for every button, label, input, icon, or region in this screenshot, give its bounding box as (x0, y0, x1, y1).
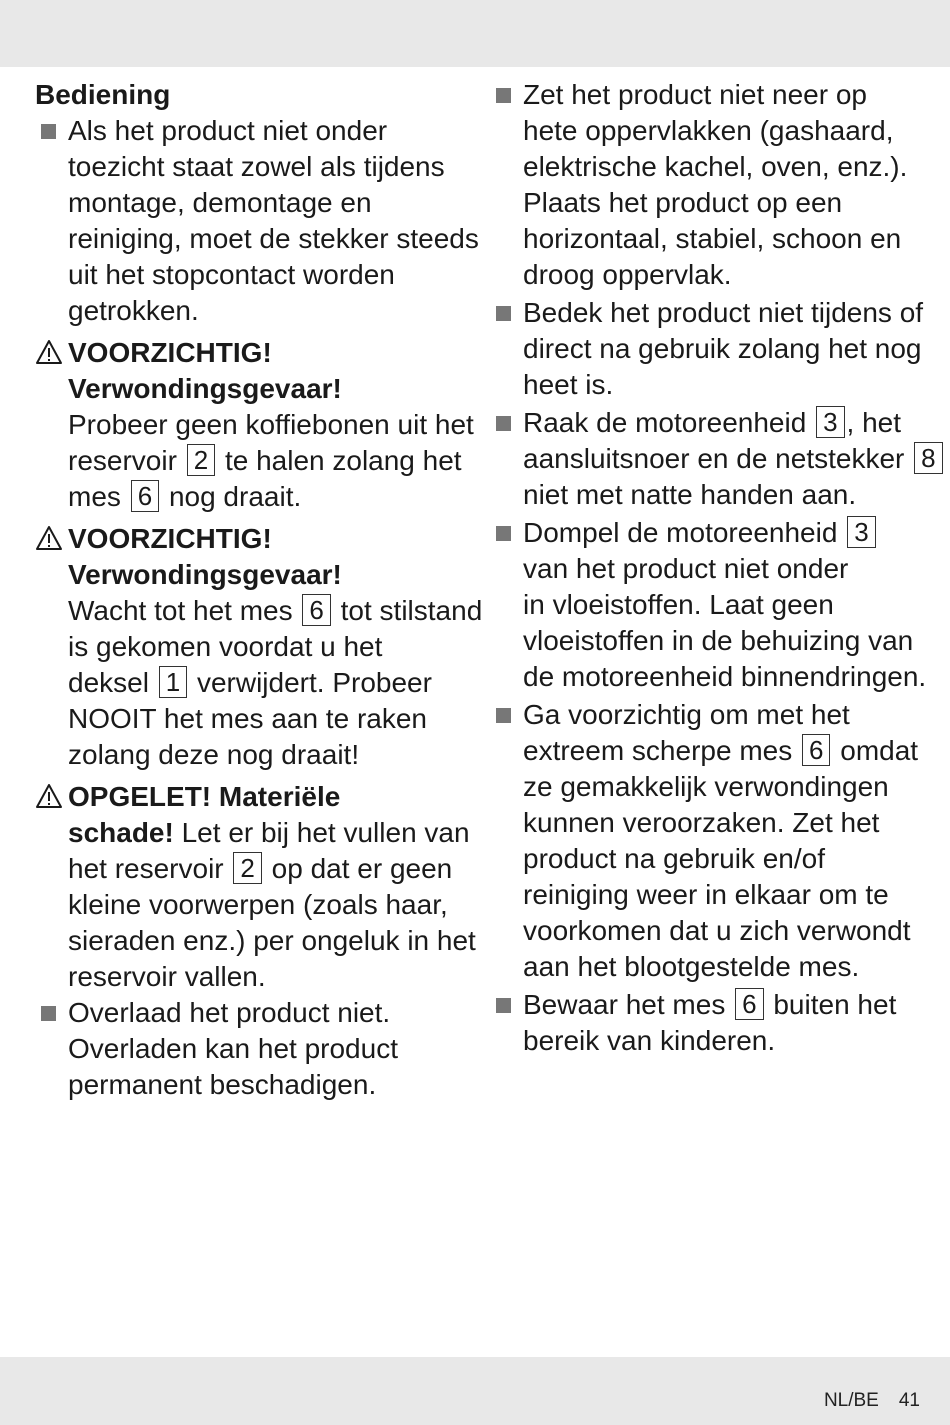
text-line: aansluitsnoer en de netstekker 8 (523, 441, 930, 477)
text-line: vloeistoffen in de behuizing van (523, 625, 914, 656)
bullet-item-cover (490, 295, 930, 403)
text-line: montage, demontage en (68, 187, 372, 218)
part-reference: 1 (159, 666, 187, 698)
page-footer (824, 1390, 920, 1412)
text-line: NOOIT het mes aan te raken (68, 703, 427, 734)
text-line: direct na gebruik zolang het nog (523, 333, 922, 364)
text-line: is gekomen voordat u het (68, 631, 383, 662)
square-bullet-icon (496, 998, 511, 1013)
warning-block-blade-stop (35, 521, 483, 773)
text-line: Probeer geen koffiebonen uit het (68, 409, 474, 440)
text-line: van het product niet onder (523, 553, 849, 584)
part-reference: 3 (847, 516, 875, 548)
square-bullet-icon (496, 708, 511, 723)
text-line: de motoreenheid binnendringen. (523, 661, 927, 692)
square-bullet-icon (496, 526, 511, 541)
text-line: Bewaar het mes 6 buiten het (523, 989, 897, 1020)
text-line: Overlaad het product niet. (68, 997, 391, 1028)
bullet-item-unplug (35, 113, 479, 329)
text-line: kleine voorwerpen (zoals haar, (68, 889, 448, 920)
header-band (0, 0, 950, 67)
section-heading: Bediening (35, 79, 171, 110)
warning-triangle-icon (35, 524, 63, 552)
text-line: Zet het product niet neer op (523, 79, 867, 110)
text-line: kunnen veroorzaken. Zet het (523, 807, 880, 838)
warning-title-continued: schade! (68, 817, 174, 848)
page-number: 41 (898, 1390, 920, 1411)
text-line: schade! Let er bij het vullen van (68, 817, 470, 848)
text-line: getrokken. (68, 295, 199, 326)
part-reference: 6 (735, 988, 763, 1020)
bullet-item-wet-hands (490, 405, 936, 513)
text-line: mes 6 nog draait. (68, 481, 302, 512)
text-line: Wacht tot het mes 6 tot stilstand (68, 595, 483, 626)
text-line: reservoir 2 te halen zolang het (68, 445, 462, 476)
text-line: reiniging, moet de stekker steeds (68, 223, 479, 254)
text-line: Als het product niet onder (68, 115, 388, 146)
square-bullet-icon (496, 88, 511, 103)
warning-title: VOORZICHTIG! (68, 523, 272, 554)
square-bullet-icon (41, 1006, 56, 1021)
text-line: hete oppervlakken (gashaard, (523, 115, 894, 146)
text-line: elektrische kachel, oven, enz.). (523, 151, 908, 182)
text-line: extreem scherpe mes 6 omdat (523, 735, 919, 766)
text-line: zolang deze nog draait! (68, 739, 360, 770)
warning-title: OPGELET! Materiële (68, 781, 341, 812)
warning-triangle-icon (35, 338, 63, 366)
square-bullet-icon (41, 124, 56, 139)
text-line: product na gebruik en/of (523, 843, 825, 874)
text-line: niet met natte handen aan. (523, 479, 857, 510)
text-line: Raak de motoreenheid 3 , het (523, 407, 902, 438)
bullet-item-children (490, 987, 930, 1059)
text-line: toezicht staat zowel als tijdens (68, 151, 445, 182)
text-line: Plaats het product op een (523, 187, 843, 218)
square-bullet-icon (496, 306, 511, 321)
bullet-item-placement (490, 77, 930, 293)
text-line: Bedek het product niet tijdens of (523, 297, 924, 328)
warning-triangle-icon (35, 782, 63, 810)
left-column (35, 77, 483, 1105)
part-reference: 3 (816, 406, 844, 438)
text-line: in vloeistoffen. Laat geen (523, 589, 834, 620)
bullet-item-immerse (490, 515, 930, 695)
text-line: Dompel de motoreenheid 3 (523, 515, 930, 551)
right-column (490, 77, 936, 1061)
text-line: reservoir vallen. (68, 961, 266, 992)
part-reference: 6 (802, 734, 830, 766)
text-line: aan het blootgestelde mes. (523, 951, 860, 982)
part-reference: 6 (131, 480, 159, 512)
text-line: sieraden enz.) per ongeluk in het (68, 925, 476, 956)
text-line: droog oppervlak. (523, 259, 732, 290)
part-reference: 8 (914, 442, 942, 474)
part-reference: 6 (302, 594, 330, 626)
text-line: reiniging weer in elkaar om te (523, 879, 889, 910)
text-line: Overladen kan het product (68, 1033, 398, 1064)
part-reference: 2 (233, 852, 261, 884)
bullet-item-sharp-blade (490, 697, 930, 985)
warning-block-material-damage (35, 779, 475, 995)
text-line: ze gemakkelijk verwondingen (523, 771, 889, 802)
text-line: uit het stopcontact worden (68, 259, 395, 290)
text-line: horizontaal, stabiel, schoon en (523, 223, 902, 254)
warning-title: VOORZICHTIG! (68, 337, 272, 368)
text-line: voorkomen dat u zich verwondt (523, 915, 911, 946)
part-reference: 2 (187, 444, 215, 476)
text-line: bereik van kinderen. (523, 1025, 776, 1056)
text-line: Ga voorzichtig om met het (523, 699, 850, 730)
text-line: permanent beschadigen. (68, 1069, 377, 1100)
warning-subtitle: Verwondingsgevaar! (68, 559, 342, 590)
language-code: NL/BE (823, 1390, 879, 1411)
text-line: heet is. (523, 369, 614, 400)
text-line: deksel 1 verwijdert. Probeer (68, 667, 432, 698)
square-bullet-icon (496, 416, 511, 431)
bullet-item-overload (35, 995, 475, 1103)
warning-subtitle: Verwondingsgevaar! (68, 373, 342, 404)
warning-block-coffee-beans (35, 335, 475, 515)
text-line: het reservoir 2 op dat er geen (68, 853, 453, 884)
footer-band (0, 1357, 950, 1425)
